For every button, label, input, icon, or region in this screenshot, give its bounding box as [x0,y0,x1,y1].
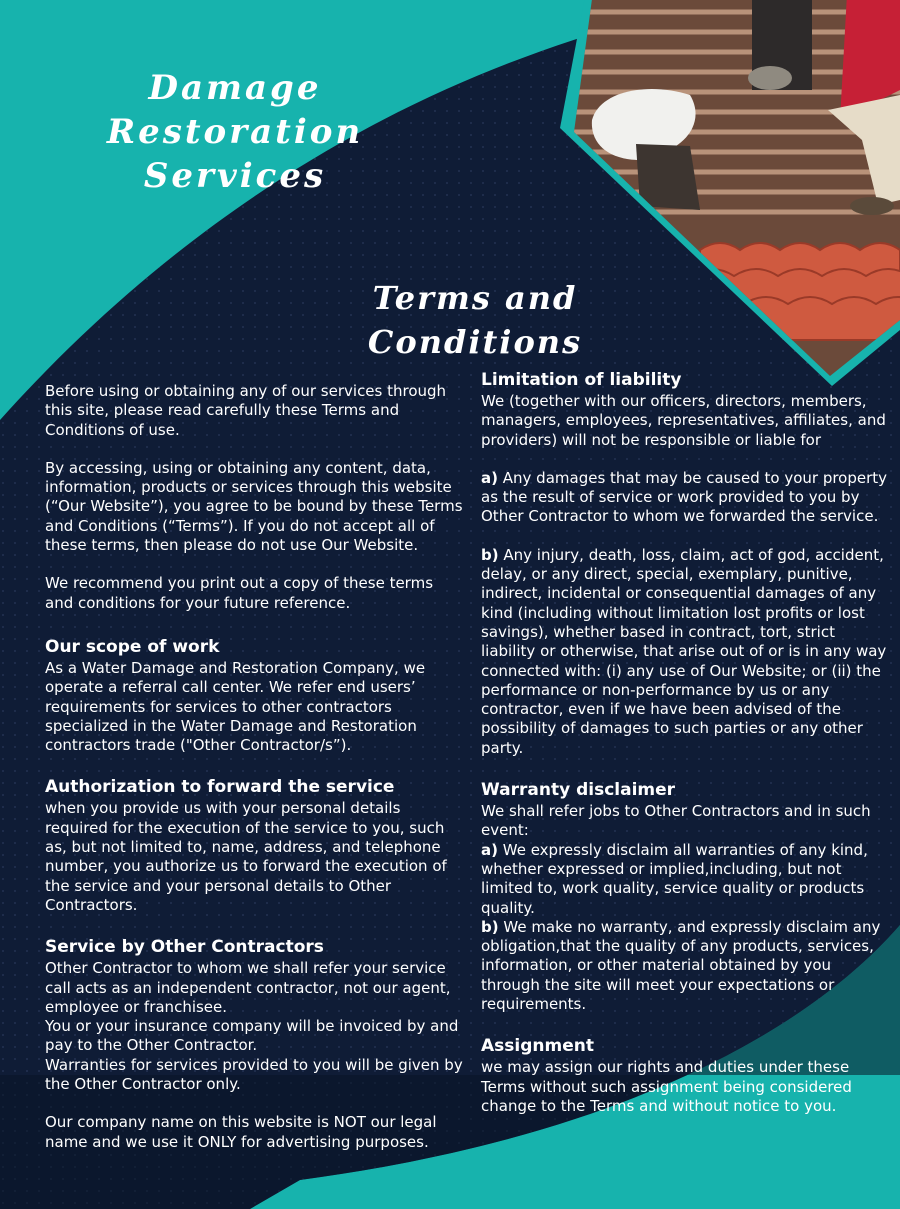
warranty-item-b [481,918,893,1014]
warranty-item-a [481,841,893,918]
section-other-contractors [45,935,463,1152]
liability-heading: Limitation of liability [481,370,682,390]
title-line-1: Damage Restoration [106,68,364,152]
section-assignment [481,1034,893,1116]
terms-heading: Terms and Conditions [367,279,583,361]
authorization-text: when you provide us with your personal details required for the execution of the service to you, such as, but not limited to, name, address, and telephone number, you authorize us to forward the execution of the service and your personal details to Other Contractors. [45,799,447,914]
section-scope [45,635,463,755]
section-authorization [45,775,463,915]
scope-text: As a Water Damage and Restoration Company, we operate a referral call center. We refer end users’ requirements for services to other contractors specialized in the Water Damage and Restoration contractors trade ("Other Contractor/s”). [45,658,426,755]
liability-item-a [481,469,893,527]
other-contractors-heading: Service by Other Contractors [45,937,324,958]
warranty-a-text: We expressly disclaim all warranties of any kind, whether expressed or implied,including, but not limited to, work quality, service quality or products quality. [481,840,868,917]
other-contractors-p2: You or your insurance company will be invoiced by and pay to the Other Contractor. [45,1017,459,1055]
left-column [45,382,463,1152]
intro-paragraph-2: By accessing, using or obtaining any content, data, information, products or services through this website (“Our Website”), you agree to be bound by these Terms and Conditions (“Terms”). If you do not accept all of these terms, then please do not use Our Website. [45,458,463,555]
liability-b-label: b) [481,545,499,564]
liability-a-text: Any damages that may be caused to your property as the result of service or work provided to you by Other Contractor to whom we forwarded the service. [481,468,888,526]
intro-paragraph-3: We recommend you print out a copy of these terms and conditions for your future reference. [45,574,434,612]
warranty-b-text: We make no warranty, and expressly disclaim any obligation,that the quality of any products, services, information, or other material obtained by you through the site will meet your expectations or requirements. [481,917,881,1014]
section-liability [481,368,893,758]
authorization-heading: Authorization to forward the service [45,777,395,798]
intro-paragraph-1: Before using or obtaining any of our services through this site, please read carefully these Terms and Conditions of use. [45,382,447,439]
liability-a-label: a) [481,468,498,487]
warranty-a-label: a) [481,840,498,859]
right-column [481,368,893,1116]
liability-b-text: Any injury, death, loss, claim, act of god, accident, delay, or any direct, special, exemplary, punitive, indirect, incidental or consequential damages of any kind (including without limitation lost profits or lost savings), whether based in contract, tort, strict liability or otherwise, that arise out of or is in any way connected with: (i) any use of Our Website; or (ii) the performance or non-performance by us or any contractor, even if we have been advised of the possibility of damages to such parties or any other party. [481,545,887,757]
warranty-text: We shall refer jobs to Other Contractors and in such event: [481,802,871,840]
warranty-heading: Warranty disclaimer [481,780,676,801]
scope-heading: Our scope of work [45,636,220,657]
other-contractors-p3: Warranties for services provided to you will be given by the Other Contractor only. [45,1055,463,1094]
liability-text: We (together with our officers, directors, members, managers, employees, representatives, affiliates, and providers) will not be responsible or liable for [481,392,886,449]
title-line-2: Services [143,156,327,196]
assignment-heading: Assignment [481,1036,594,1057]
assignment-text: we may assign our rights and duties under these Terms without such assignment being considered change to the Terms and without notice to you. [481,1058,852,1115]
other-contractors-p4: Our company name on this website is NOT our legal name and we use it ONLY for advertising purposes. [45,1113,437,1151]
page-title [40,66,430,198]
liability-item-b [481,546,893,758]
section-warranty [481,778,893,1014]
warranty-b-label: b) [481,917,499,936]
other-contractors-p1: Other Contractor to whom we shall refer your service call acts as an independent contractor, not our agent, employee or franchisee. [45,959,451,1016]
